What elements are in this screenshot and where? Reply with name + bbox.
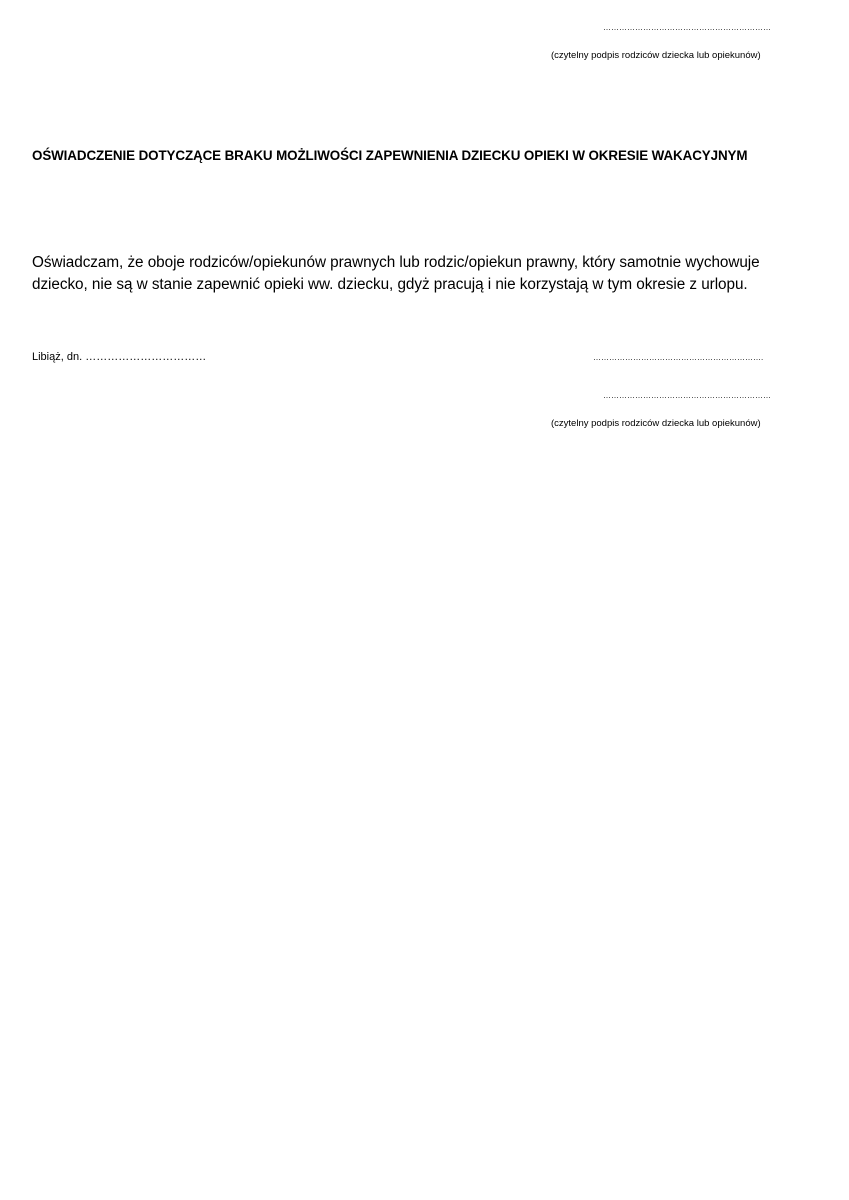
top-signature-line: ………………………………………………………	[603, 23, 771, 32]
signature-line-2: ………………………………………………………	[603, 391, 771, 400]
signature-line-1: ……………………………………………………….	[593, 353, 764, 362]
bottom-signature-caption: (czytelny podpis rodziców dziecka lub opiekunów)	[551, 418, 761, 429]
top-signature-caption: (czytelny podpis rodziców dziecka lub opiekunów)	[551, 50, 761, 61]
statement-line-1: Oświadczam, że oboje rodziców/opiekunów prawnych lub rodzic/opiekun prawny, który samotnie wychowuje	[32, 254, 760, 271]
statement-line-2: dziecko, nie są w stanie zapewnić opieki ww. dziecku, gdyż pracują i nie korzystają w tym okresie z urlopu.	[32, 276, 748, 293]
document-title: OŚWIADCZENIE DOTYCZĄCE BRAKU MOŻLIWOŚCI ZAPEWNIENIA DZIECKU OPIEKI W OKRESIE WAKACYJNYM	[32, 148, 748, 163]
place-date-field: Libiąż, dn. ……………………………	[32, 351, 207, 363]
